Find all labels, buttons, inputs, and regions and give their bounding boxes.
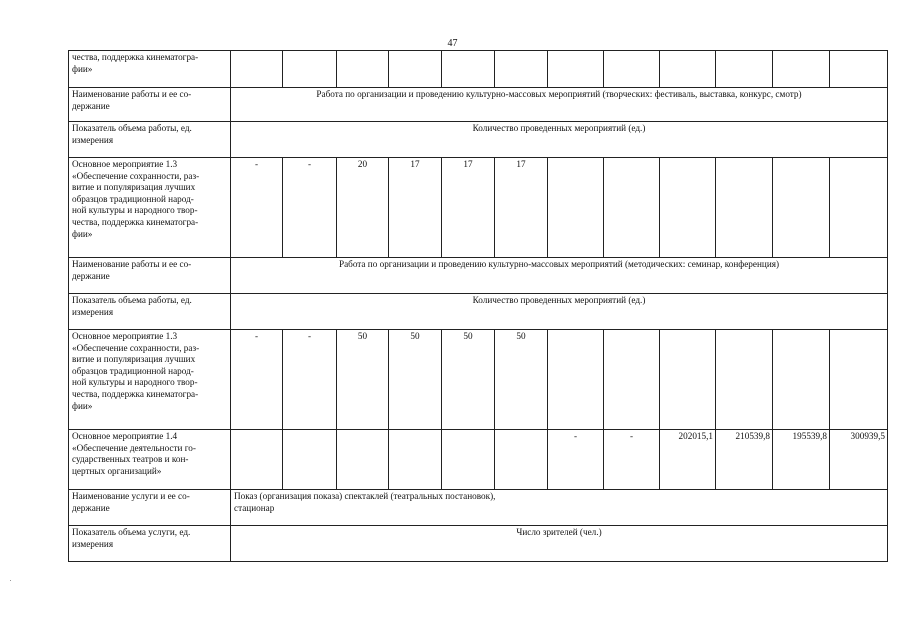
value-cell [495, 430, 548, 490]
value-cell: 202015,1 [660, 430, 716, 490]
scan-speck [10, 580, 11, 581]
value-cell [830, 51, 888, 88]
page-number: 47 [447, 38, 458, 49]
value-cell [660, 330, 716, 430]
value-cell: - [604, 430, 660, 490]
merged-description-cell: Количество проведенных мероприятий (ед.) [231, 294, 888, 330]
value-cell [442, 51, 495, 88]
value-cell: 50 [442, 330, 495, 430]
value-cell [231, 430, 283, 490]
value-cell: - [231, 330, 283, 430]
row-label: Наименование работы и ее со- держание [69, 258, 231, 294]
value-cell [660, 158, 716, 258]
value-cell [604, 158, 660, 258]
row-label: Наименование услуги и ее со- держание [69, 490, 231, 526]
row-label: Основное мероприятие 1.3 «Обеспечение сохранности, раз- витие и популяризация лучших образцов традиционной народ- ной культуры и народного твор- чества, поддержка кинематогра- фии» [69, 158, 231, 258]
row-label: Наименование работы и ее со- держание [69, 88, 231, 122]
table-row [69, 158, 888, 258]
table-row [69, 430, 888, 490]
value-cell [773, 330, 830, 430]
value-cell: - [283, 158, 337, 258]
value-cell [773, 51, 830, 88]
row-label: Показатель объема услуги, ед. измерения [69, 526, 231, 562]
value-cell [660, 51, 716, 88]
value-cell [442, 430, 495, 490]
row-label: Показатель объема работы, ед. измерения [69, 294, 231, 330]
value-cell [716, 51, 773, 88]
value-cell [716, 158, 773, 258]
value-cell: - [548, 430, 604, 490]
value-cell [389, 51, 442, 88]
row-label: Показатель объема работы, ед. измерения [69, 122, 231, 158]
value-cell [548, 158, 604, 258]
table-row [69, 294, 888, 330]
value-cell [548, 51, 604, 88]
value-cell [716, 330, 773, 430]
value-cell: 17 [389, 158, 442, 258]
value-cell [231, 51, 283, 88]
value-cell: 50 [337, 330, 389, 430]
merged-description-cell: Работа по организации и проведению культурно-массовых мероприятий (методических: семинар, конференция) [231, 258, 888, 294]
value-cell [830, 158, 888, 258]
value-cell: - [283, 330, 337, 430]
value-cell: 20 [337, 158, 389, 258]
merged-description-cell: Работа по организации и проведению культурно-массовых мероприятий (творческих: фестиваль, выставка, конкурс, смотр) [231, 88, 888, 122]
table-row [69, 122, 888, 158]
merged-description-cell: Число зрителей (чел.) [231, 526, 888, 562]
value-cell [773, 158, 830, 258]
value-cell [604, 330, 660, 430]
value-cell [389, 430, 442, 490]
program-table [68, 50, 888, 562]
value-cell [283, 430, 337, 490]
value-cell: 50 [495, 330, 548, 430]
table-row [69, 51, 888, 88]
value-cell: 50 [389, 330, 442, 430]
value-cell: 210539,8 [716, 430, 773, 490]
merged-description-cell: Количество проведенных мероприятий (ед.) [231, 122, 888, 158]
value-cell [830, 330, 888, 430]
value-cell: - [231, 158, 283, 258]
value-cell [495, 51, 548, 88]
row-label: Основное мероприятие 1.4 «Обеспечение деятельности го- сударственных театров и кон- цертных организаций» [69, 430, 231, 490]
value-cell: 195539,8 [773, 430, 830, 490]
table-row [69, 258, 888, 294]
value-cell [283, 51, 337, 88]
merged-description-cell: Показ (организация показа) спектаклей (театральных постановок), стационар [231, 490, 888, 526]
value-cell: 17 [495, 158, 548, 258]
table-row [69, 88, 888, 122]
value-cell [548, 330, 604, 430]
value-cell: 300939,5 [830, 430, 888, 490]
table-row [69, 330, 888, 430]
value-cell: 17 [442, 158, 495, 258]
value-cell [337, 430, 389, 490]
table-row [69, 526, 888, 562]
table-row [69, 490, 888, 526]
value-cell [604, 51, 660, 88]
value-cell [337, 51, 389, 88]
row-label: Основное мероприятие 1.3 «Обеспечение сохранности, раз- витие и популяризация лучших образцов традиционной народ- ной культуры и народного твор- чества, поддержка кинематогра- фии» [69, 330, 231, 430]
row-label: чества, поддержка кинематогра- фии» [69, 51, 231, 88]
